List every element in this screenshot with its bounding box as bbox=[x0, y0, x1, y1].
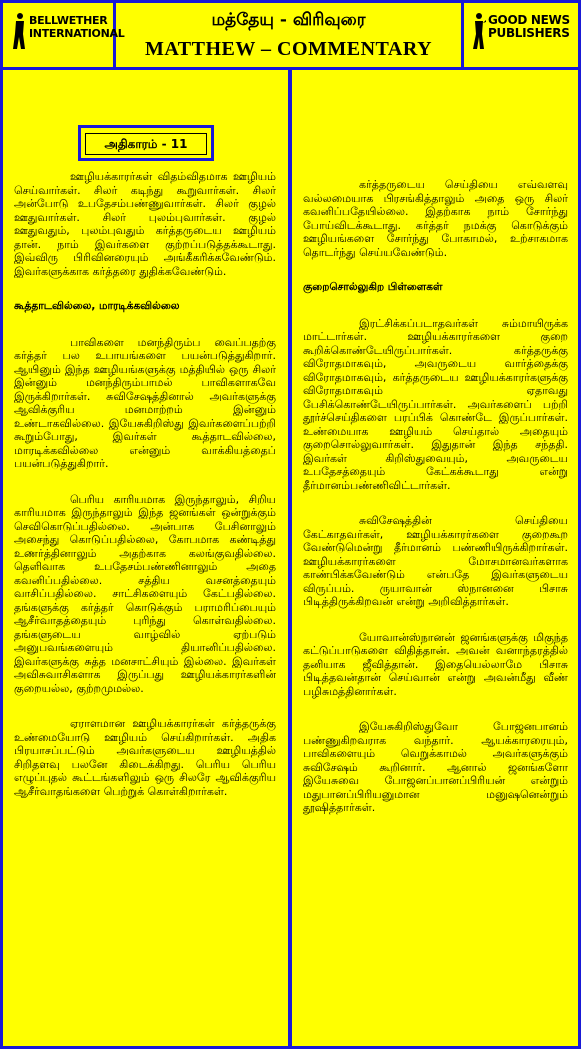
header-right-cell bbox=[464, 0, 581, 67]
left-section-heading: கூத்தாடவில்லை, மாரடிக்கவில்லை bbox=[14, 300, 180, 312]
left-paragraph-2: பாவிகளை மனந்திரும்ப வைப்பதற்கு கர்த்தர் பல உபாயங்களை பயன்படுத்துகிறார். ஆயினும் இந்த ஊழியங்களுக்கு மத்தியில் ஒரு சிலர் இன்னும் மனந்திரும்பாமல் பாவிகளாகவே இருக்கிறார்கள். சுவிசேஷத்தினால் அவர்களுக்கு ஆவிக்குரிய மனமாற்றம் இன்னும் உண்டாகவில்லை. இயேசுகிறிஸ்து இவர்களைப்பற்றி கூறும்போது, இவர்கள் கூத்தாடவில்லை, மாரடிக்கவில்லை என்னும் வாக்கியத்தைப் பயன்படுத்துகிறார். bbox=[14, 335, 276, 470]
left-paragraph-4: ஏராளமான ஊழியக்காரர்கள் கர்த்தருக்கு உண்மையோடு ஊழியம் செய்கிறார்கள். அதிக பிரயாசப்பட்டும் அவர்களுடைய ஊழியத்தில் சிறிதளவு பலனே கிடைக்கிறது. பெரிய பெரிய எழுப்புதல் கூட்டங்களிலும் ஒரு சிலரே ஆவிக்குரிய ஆசீர்வாதங்களை பெற்றுக் கொள்கிறார்கள். bbox=[14, 717, 276, 798]
bellwether-logo bbox=[12, 14, 124, 40]
left-paragraph-3: பெரிய காரியமாக இருந்தாலும், சிறிய காரியமாக இருந்தாலும் இந்த ஜனங்கள் ஒன்றுக்கும் செவிகொடுப்பதில்லை. அன்பாக பேசினாலும் அசைந்து கொடுப்பதில்லை, கோபமாக கண்டித்து உணர்த்தினாலும் அதற்காக கலங்குவதில்லை. தெளிவாக உபதேசம்பண்ணினாலும் அதை கவனிப்பதில்லை. சத்திய வசனத்தையும் வாசிப்பதில்லை. சாட்சிகளையும் கேட்பதில்லை. தங்களுக்கு கர்த்தர் கொடுக்கும் பராமரிப்பையும் ஆசீர்வாதத்தையும் புரிந்து கொள்வதில்லை. தங்களுடைய வாழ்வில் ஏற்படும் அனுபவங்களையும் தியானிப்பதில்லை. இவர்களுக்கு சுத்த மனசாட்சியும் இல்லை. இவர்கள் அவிசுவாசிகளாக இருப்பது ஊழியக்காரர்களின் குறையல்ல, குற்றமுமல்ல. bbox=[14, 492, 276, 695]
right-paragraph-4: யோவான்ஸ்நானன் ஜனங்களுக்கு மிகுந்த கட்டுப்பாடுகளை விதித்தான். அவன் வனாந்தரத்தில் தனியாக ஜீவித்தான். இதையெல்லாமே பிசாசு பிடித்தவன்தான் செய்வான் என்று அவன்மீது வீண் பழிசுமத்தினார்கள். bbox=[303, 630, 568, 698]
header-title-cell bbox=[116, 0, 464, 67]
good-news-logo-text: GOOD NEWS PUBLISHERS bbox=[488, 13, 570, 40]
right-column bbox=[303, 178, 568, 837]
right-paragraph-3: சுவிசேஷத்தின் செய்தியை கேட்காதவர்கள், ஊழியக்காரர்களை குறைகூற வேண்டுமென்று தீர்மானம் பண்ணியிருக்கிறார்கள். ஊழியக்காரர்களை மோசமானவர்களாக காண்பிக்கவேண்டும் என்பதே இவர்களுடைய விருப்பம். ருயாவான் ஸ்நானனை பிசாசு பிடித்திருக்கிறவன் என்று அறிவித்தார்கள். bbox=[303, 514, 568, 608]
left-paragraph-1: ஊழியக்காரர்கள் விதம்விதமாக ஊழியம் செய்வார்கள். சிலர் கடிந்து கூறுவார்கள். சிலர் அன்போடு உபதேசம்பண்ணுவார்கள். சிலர் குழல் ஊதுவார்கள். சிலர் புலம்புவார்கள். குழல் ஊதுவதும், புலம்புவதும் கர்த்தருடைய ஊழியம் தான். நாம் இவர்களை குற்றப்படுத்தக்கூடாது. இவ்விரு பிரிவினரையும் அங்கீகரிக்கவேண்டும். இவர்களுக்காக கர்த்தரை துதிக்கவேண்டும். bbox=[14, 170, 276, 278]
right-section-heading: குறைசொல்லுகிற பிள்ளைகள் bbox=[303, 281, 443, 293]
figure-icon bbox=[12, 12, 26, 50]
left-column bbox=[14, 170, 276, 820]
right-paragraph-5: இயேசுகிறிஸ்துவோ போஜனபானம் பண்ணுகிறவராக வந்தார். ஆயக்காரரையும், பாவிகளையும் வெறுக்காமல் அவர்களுக்கும் சுவிசேஷம் கூறினார். ஆனால் ஜனங்களோ இயேசுவை போஜனப்பானப்பிரியன் என்றும் மதுபானப்பிரியனுமான மனுஷனென்றும் தூஷித்தார்கள். bbox=[303, 720, 568, 814]
bellwether-logo-text: BELLWETHER INTERNATIONAL bbox=[29, 14, 125, 40]
title-tamil: மத்தேயு - விரிவுரை bbox=[211, 10, 366, 30]
herald-icon bbox=[472, 12, 486, 50]
column-divider bbox=[288, 67, 292, 1049]
title-english: MATTHEW – COMMENTARY bbox=[144, 38, 433, 60]
right-paragraph-1: கர்த்தருடைய செய்தியை எவ்வளவு வல்லமையாக பிரசங்கித்தாலும் அதை ஒரு சிலர் கவனிப்பதேயில்லை. இதற்காக நாம் சோர்ந்து போய்விடக்கூடாது. கர்த்தர் நமக்கு கொடுக்கும் ஊழியங்களை சோர்ந்து போகாமல், உற்சாகமாக தொடர்ந்து செய்யவேண்டும். bbox=[303, 178, 568, 259]
page-header bbox=[0, 0, 581, 70]
chapter-label: அதிகாரம் - 11 bbox=[85, 133, 207, 155]
good-news-logo bbox=[472, 14, 572, 40]
right-paragraph-2: இரட்சிக்கப்படாதவர்கள் சும்மாயிருக்க மாட்டார்கள். ஊழியக்காரர்களை குறை கூறிக்கொண்டேயிருப்பார்கள். கர்த்தருக்கு விரோதமாகவும், அவருடைய வார்த்தைக்கு விரோதமாகவும், கர்த்தருடைய ஊழியக்காரர்களுக்கு விரோதமாகவும் ஏதாவது பேசிக்கொண்டேயிருப்பார்கள். அவர்களைப் பற்றி தூர்ச்செய்திகளை பரப்பிக் கொண்டே இருப்பார்கள். உண்மையாக ஊழியம் செய்தால் அதையும் குறைசொல்லுவார்கள். இதுதான் இந்த சந்ததி. இவர்கள் கிறிஸ்துவையும், அவருடைய உபதேசத்தையும் கேட்கக்கூடாது என்று தீர்மானம்பண்ணிவிட்டார்கள். bbox=[303, 316, 568, 492]
chapter-box bbox=[78, 125, 214, 161]
header-left-cell bbox=[0, 0, 125, 67]
